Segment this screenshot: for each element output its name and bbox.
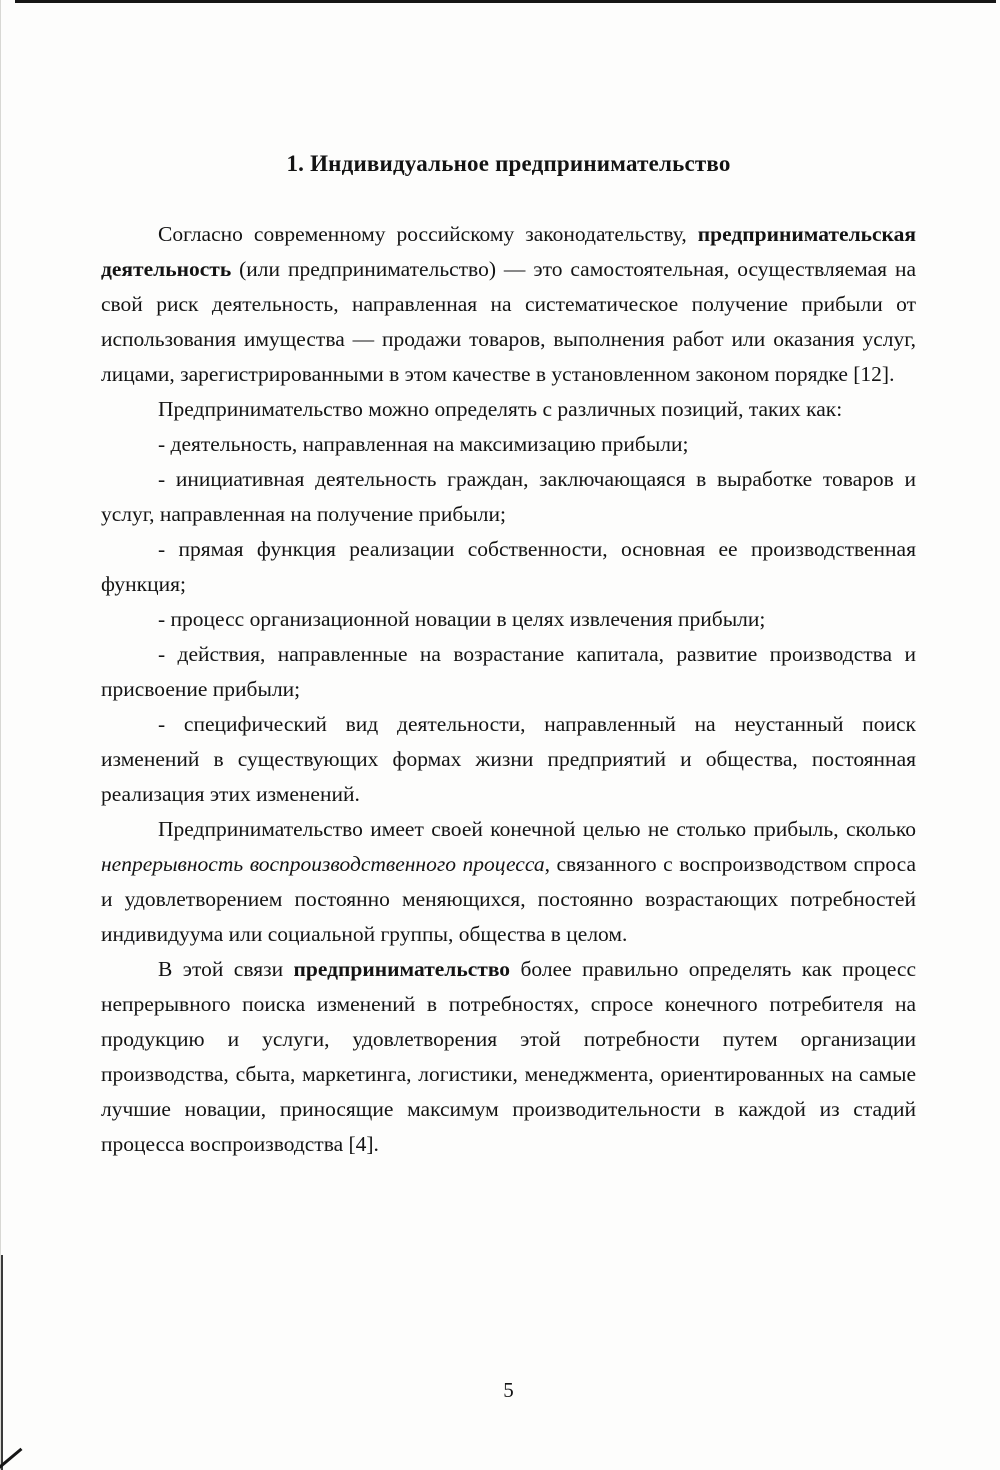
text-run-bold: предпринимательская деятельность	[101, 222, 916, 281]
page-number: 5	[503, 1378, 514, 1402]
list-item: - процесс организационной новации в целях извлечения прибыли;	[158, 607, 766, 631]
scan-artifact-top-edge	[15, 0, 996, 3]
text-run-italic: непрерывность воспроизводственного процесса	[101, 852, 545, 876]
paragraph-conclusion	[101, 952, 916, 1162]
page-title: 1. Индивидуальное предпринимательство	[286, 151, 731, 177]
scan-artifact-left-edge	[1, 1255, 3, 1470]
list-item: - прямая функция реализации собственности, основная ее производственная функция;	[101, 537, 916, 596]
scan-artifact-corner-mark	[0, 1448, 22, 1470]
list-item: - действия, направленные на возрастание капитала, развитие производства и присвоение прибыли;	[101, 642, 916, 701]
text-run: Согласно современному российскому законодательству,	[158, 222, 698, 246]
paragraph-goal	[101, 812, 916, 952]
paragraph-definition	[101, 217, 916, 392]
page-body-text	[101, 217, 916, 1162]
text-run: Предпринимательство имеет своей конечной целью не столько прибыль, сколько	[158, 817, 916, 841]
list-item: - деятельность, направленная на максимизацию прибыли;	[158, 432, 689, 456]
text-run-bold: предпринимательство	[293, 957, 511, 981]
text-run: (или предпринимательство) — это самостоятельная, осуществляемая на свой риск деятельность, направленная на систематическое получение прибыли от использования имущества — продажи товаров, выполнения работ или оказания услуг, лицами, зарегистрированными в этом качестве в установленном законом порядке [12].	[101, 257, 916, 386]
list-item: - инициативная деятельность граждан, заключающаяся в выработке товаров и услуг, направленная на получение прибыли;	[101, 467, 916, 526]
text-run: В этой связи	[158, 957, 294, 981]
text-run: , связанного с воспроизводством спроса и удовлетворением постоянно меняющихся, постоянно возрастающих потребностей индивидуума или социальной группы, общества в целом.	[101, 852, 916, 946]
text-run: более правильно определять как процесс непрерывного поиска изменений в потребностях, спросе конечного потребителя на продукцию и услуги, удовлетворения этой потребности путем организации производства, сбыта, маркетинга, логистики, менеджмента, ориентированных на самые лучшие новации, приносящие максимум производительности в каждой из стадий процесса воспроизводства [4].	[101, 957, 916, 1156]
paragraph-positions-intro: Предпринимательство можно определять с различных позиций, таких как:	[158, 397, 843, 421]
list-item: - специфический вид деятельности, направленный на неустанный поиск изменений в существующих формах жизни предприятий и общества, постоянная реализация этих изменений.	[101, 712, 916, 806]
